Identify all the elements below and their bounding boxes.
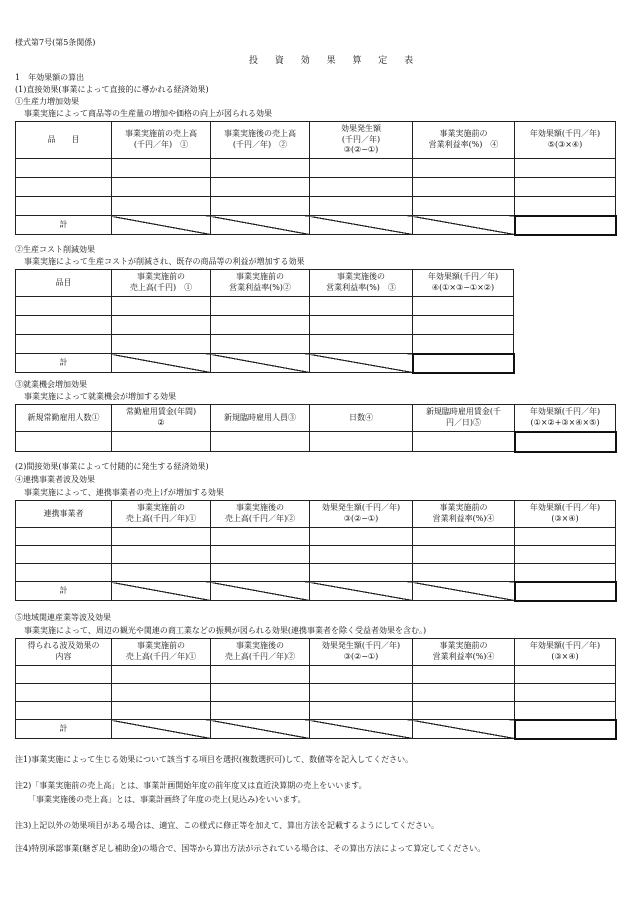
note-1: 注1)事業実施によって生じる効果について該当する項目を選択(複数選択可)して、数値等を記入してください。 (15, 755, 414, 764)
header-cell: 年効果額(千円／年) (③×④) (515, 501, 616, 528)
header-cell: 事業実施後の 営業利益率(%) ③ (310, 270, 413, 297)
input-cell[interactable] (310, 178, 413, 197)
header-cell: 事業実施後の 売上高(千円／年)② (211, 639, 310, 666)
disabled-cell (211, 216, 310, 235)
header-cell: 年効果額(千円／年) ④(①×③−①×②) (413, 270, 514, 297)
t2-description: 事業実施によって生産コストが削減され、既存の商品等の利益が増加する効果 (24, 257, 305, 266)
header-cell: 効果発生額(千円／年) ③(②−①) (310, 639, 413, 666)
total-input[interactable] (413, 354, 514, 373)
disabled-cell (413, 216, 515, 235)
input-cell[interactable] (515, 197, 616, 216)
input-cell[interactable] (112, 528, 211, 546)
input-cell[interactable] (413, 564, 515, 582)
header-cell: 新規臨時雇用人員③ (211, 405, 310, 432)
input-cell[interactable] (211, 432, 310, 452)
header-cell: 事業実施前の 営業利益率(%)④ (413, 639, 515, 666)
total-input[interactable] (515, 432, 616, 452)
header-cell: 品 目 (16, 122, 112, 159)
input-cell[interactable] (112, 316, 211, 335)
input-cell[interactable] (211, 197, 310, 216)
t1-heading: ①生産力増加効果 (15, 97, 79, 106)
t5-heading: ⑤地域関連産業等波及効果 (15, 613, 111, 622)
total-input[interactable] (515, 720, 616, 739)
input-cell[interactable] (16, 178, 112, 197)
input-cell[interactable] (112, 432, 211, 452)
input-cell[interactable] (413, 197, 515, 216)
input-cell[interactable] (211, 702, 310, 720)
input-cell[interactable] (211, 546, 310, 564)
input-cell[interactable] (112, 178, 211, 197)
disabled-cell (310, 216, 413, 235)
header-cell: 効果発生額(千円／年) ③(②−①) (310, 501, 413, 528)
section-1-heading: 1 年効果額の算出 (15, 73, 85, 82)
employment-table (15, 404, 617, 453)
input-cell[interactable] (211, 666, 310, 684)
total-label: 計 (16, 354, 112, 373)
header-cell: 品目 (16, 270, 112, 297)
input-cell[interactable] (413, 159, 515, 178)
total-input[interactable] (515, 216, 616, 235)
direct-effects-heading: (1)直接効果(事業によって直接的に導かれる経済効果) (15, 85, 209, 94)
input-cell[interactable] (310, 297, 413, 316)
disabled-cell (413, 720, 515, 739)
t1-description: 事業実施によって商品等の生産量の増加や価格の向上が図られる効果 (24, 109, 272, 118)
header-cell: 事業実施前の 売上高(千円／年)① (112, 639, 211, 666)
header-cell: 年効果額(千円／年) ⑤(③×④) (515, 122, 616, 159)
t4-description: 事業実施によって、連携事業者の売上げが増加する効果 (24, 488, 224, 497)
disabled-cell (112, 582, 211, 601)
disabled-cell (310, 720, 413, 739)
input-cell[interactable] (515, 564, 616, 582)
disabled-cell (112, 216, 211, 235)
disabled-cell (211, 582, 310, 601)
header-cell: 事業実施前の 売上高(千円) ① (112, 270, 211, 297)
header-cell: 事業実施後の売上高 (千円／年) ② (211, 122, 310, 159)
input-cell[interactable] (16, 316, 112, 335)
input-cell[interactable] (310, 702, 413, 720)
disabled-cell (310, 354, 413, 373)
input-cell[interactable] (413, 546, 515, 564)
disabled-cell (211, 354, 310, 373)
header-cell: 年効果額(千円／年) (③×④) (515, 639, 616, 666)
header-cell: 連携事業者 (16, 501, 112, 528)
input-cell[interactable] (310, 528, 413, 546)
input-cell[interactable] (413, 297, 514, 316)
input-cell[interactable] (310, 432, 413, 452)
total-label: 計 (16, 582, 112, 601)
input-cell[interactable] (211, 564, 310, 582)
input-cell[interactable] (211, 159, 310, 178)
header-cell: 常勤雇用賃金(年間) ② (112, 405, 211, 432)
note-2a: 注2)「事業実施前の売上高」とは、事業計画開始年度の前年度又は直近決算期の売上をいいます。 (15, 781, 367, 790)
input-cell[interactable] (515, 666, 616, 684)
input-cell[interactable] (112, 564, 211, 582)
input-cell[interactable] (515, 178, 616, 197)
disabled-cell (112, 720, 211, 739)
input-cell[interactable] (112, 297, 211, 316)
input-cell[interactable] (16, 666, 112, 684)
disabled-cell (310, 582, 413, 601)
input-cell[interactable] (310, 564, 413, 582)
partner-effect-table (15, 500, 617, 602)
input-cell[interactable] (112, 702, 211, 720)
t3-description: 事業実施によって就業機会が増加する効果 (24, 392, 176, 401)
productivity-table (15, 121, 617, 236)
header-cell: 事業実施前の 営業利益率(%)② (211, 270, 310, 297)
input-cell[interactable] (515, 702, 616, 720)
input-cell[interactable] (16, 197, 112, 216)
regional-effect-table (15, 638, 617, 740)
input-cell[interactable] (310, 197, 413, 216)
header-cell: 新規臨時雇用賃金(千 円／日)⑤ (413, 405, 515, 432)
input-cell[interactable] (211, 684, 310, 702)
input-cell[interactable] (413, 684, 515, 702)
t4-heading: ④連携事業者波及効果 (15, 475, 95, 484)
input-cell[interactable] (16, 546, 112, 564)
input-cell[interactable] (310, 316, 413, 335)
input-cell[interactable] (310, 159, 413, 178)
header-cell: 事業実施前の 営業利益率(%)④ (413, 501, 515, 528)
page-title: 投 資 効 果 算 定 表 (249, 56, 421, 66)
indirect-effects-heading: (2)間接効果(事業によって付随的に発生する経済効果) (15, 462, 209, 471)
total-label: 計 (16, 720, 112, 739)
header-cell: 効果発生額 (千円／年) ③(②−①) (310, 122, 413, 159)
input-cell[interactable] (112, 197, 211, 216)
input-cell[interactable] (211, 316, 310, 335)
header-cell: 日数④ (310, 405, 413, 432)
input-cell[interactable] (413, 316, 514, 335)
t5-description: 事業実施によって、周辺の観光や関連の商工業などの振興が図られる効果(連携事業者を除く受益者効果を含む。) (24, 626, 427, 635)
header-cell: 新規常勤雇用人数① (16, 405, 112, 432)
t3-heading: ③就業機会増加効果 (15, 380, 87, 389)
input-cell[interactable] (211, 335, 310, 354)
header-cell: 得られる波及効果の 内容 (16, 639, 112, 666)
input-cell[interactable] (310, 335, 413, 354)
header-cell: 年効果額(千円／年) (①×②+③×④×⑤) (515, 405, 616, 432)
input-cell[interactable] (310, 546, 413, 564)
input-cell[interactable] (112, 684, 211, 702)
input-cell[interactable] (310, 666, 413, 684)
header-cell: 事業実施後の 売上高(千円／年)② (211, 501, 310, 528)
total-label: 計 (16, 216, 112, 235)
input-cell[interactable] (16, 528, 112, 546)
input-cell[interactable] (515, 528, 616, 546)
note-4: 注4)特別承認事業(継ぎ足し補助金)の場合で、国等から算出方法が示されている場合は、その算出方法によって算定してください。 (15, 844, 486, 853)
input-cell[interactable] (413, 432, 515, 452)
input-cell[interactable] (413, 178, 515, 197)
input-cell[interactable] (211, 297, 310, 316)
input-cell[interactable] (211, 178, 310, 197)
input-cell[interactable] (413, 666, 515, 684)
input-cell[interactable] (16, 684, 112, 702)
t2-heading: ②生産コスト削減効果 (15, 245, 95, 254)
input-cell[interactable] (16, 297, 112, 316)
note-3: 注3)上記以外の効果項目がある場合は、適宜、この様式に修正等を加えて、算出方法を記載するようにしてください。 (15, 821, 440, 830)
input-cell[interactable] (413, 528, 515, 546)
input-cell[interactable] (515, 684, 616, 702)
disabled-cell (211, 720, 310, 739)
cost-reduction-table (15, 269, 515, 374)
input-cell[interactable] (413, 335, 514, 354)
input-cell[interactable] (112, 666, 211, 684)
input-cell[interactable] (515, 546, 616, 564)
input-cell[interactable] (16, 702, 112, 720)
note-2b: 「事業実施後の売上高」とは、事業計画終了年度の売上(見込み)をいいます。 (28, 795, 306, 804)
input-cell[interactable] (16, 564, 112, 582)
input-cell[interactable] (112, 546, 211, 564)
total-input[interactable] (515, 582, 616, 601)
disabled-cell (112, 354, 211, 373)
header-cell: 事業実施前の 営業利益率(%) ④ (413, 122, 515, 159)
header-cell: 事業実施前の売上高 (千円／年) ① (112, 122, 211, 159)
input-cell[interactable] (112, 335, 211, 354)
input-cell[interactable] (310, 684, 413, 702)
input-cell[interactable] (16, 432, 112, 452)
form-number: 様式第7号(第5条関係) (15, 38, 96, 47)
header-cell: 事業実施前の 売上高(千円／年)① (112, 501, 211, 528)
input-cell[interactable] (16, 335, 112, 354)
input-cell[interactable] (16, 159, 112, 178)
input-cell[interactable] (413, 702, 515, 720)
input-cell[interactable] (112, 159, 211, 178)
input-cell[interactable] (515, 159, 616, 178)
disabled-cell (413, 582, 515, 601)
input-cell[interactable] (211, 528, 310, 546)
